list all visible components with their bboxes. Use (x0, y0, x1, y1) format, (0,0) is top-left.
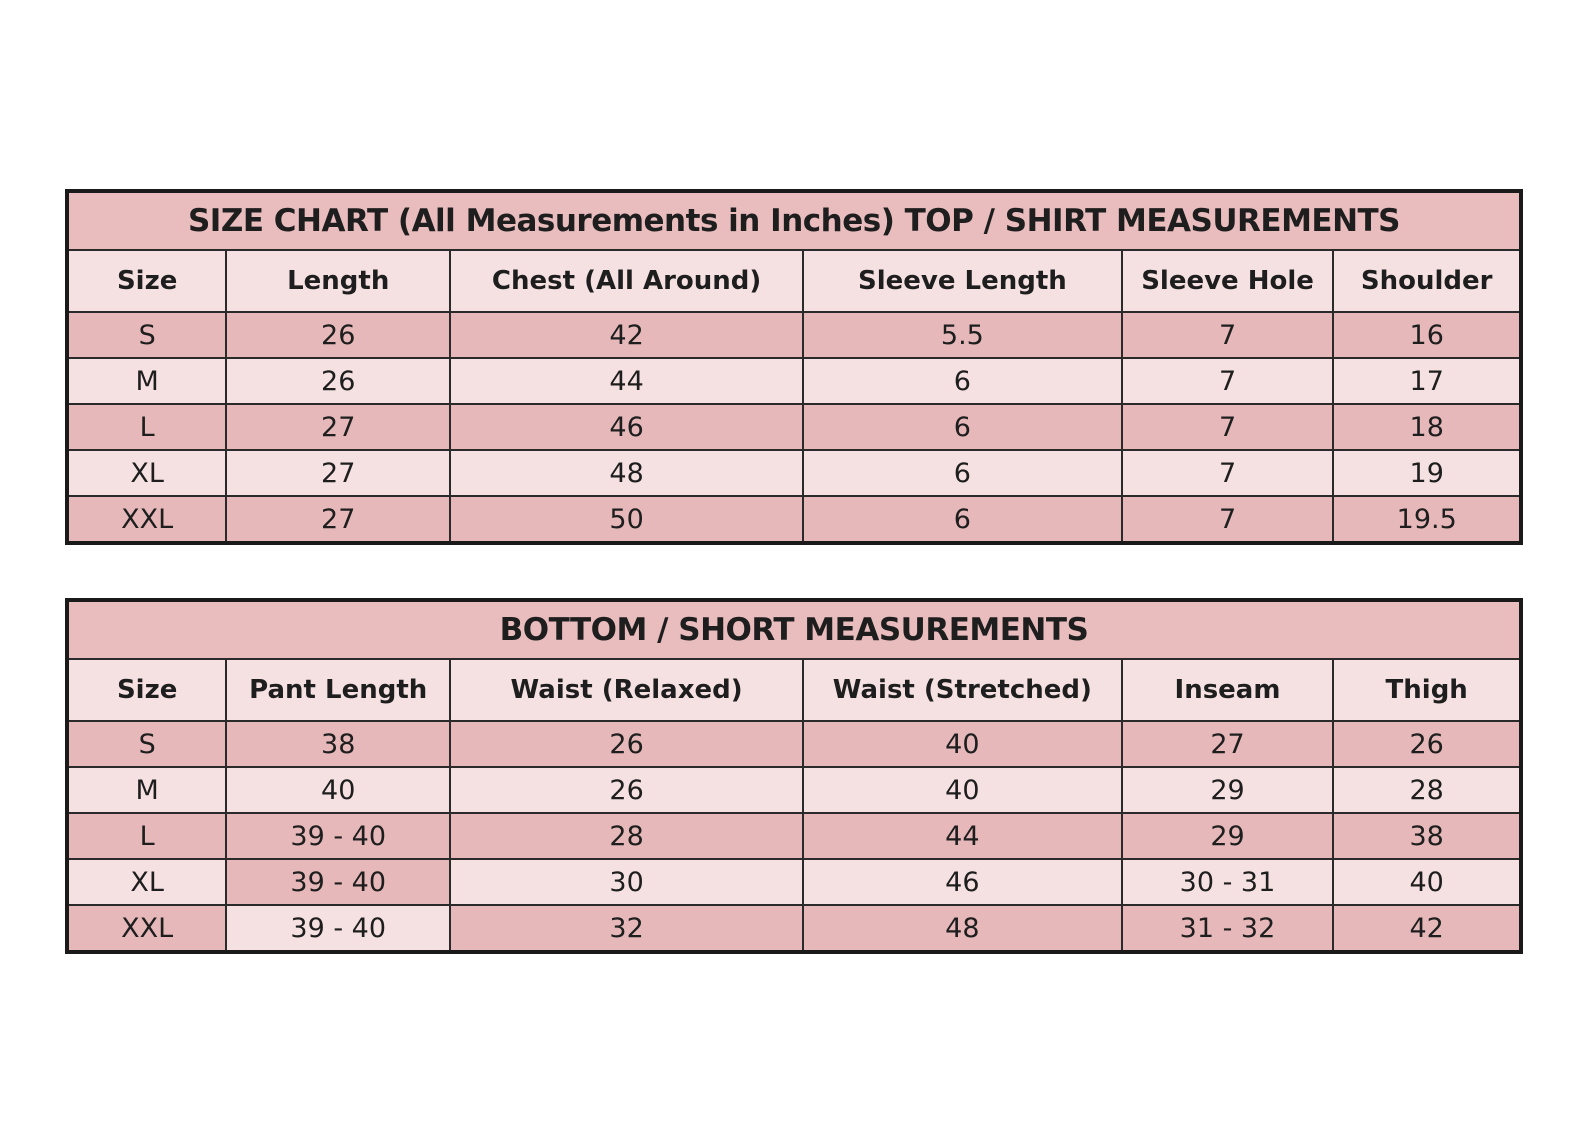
table-cell: L (67, 813, 226, 859)
table-cell: 44 (803, 813, 1122, 859)
column-header-chest: Chest (All Around) (450, 250, 803, 312)
table-cell: 28 (450, 813, 803, 859)
table-cell: 7 (1122, 450, 1334, 496)
table-cell: 26 (226, 312, 450, 358)
table-cell: 40 (803, 767, 1122, 813)
table-row (67, 813, 1521, 859)
table-cell: 48 (803, 905, 1122, 952)
table-row (67, 450, 1521, 496)
table-cell: 38 (226, 721, 450, 767)
table-cell: 42 (1333, 905, 1521, 952)
table-row (67, 859, 1521, 905)
table-cell: 46 (450, 404, 803, 450)
table-row (67, 496, 1521, 543)
table-cell: 38 (1333, 813, 1521, 859)
table-cell: 18 (1333, 404, 1521, 450)
column-header-size: Size (67, 659, 226, 721)
table-cell: 27 (226, 496, 450, 543)
table-cell: 6 (803, 404, 1122, 450)
table-header-row (67, 250, 1521, 312)
table-row (67, 767, 1521, 813)
table-row (67, 404, 1521, 450)
table-cell: XXL (67, 905, 226, 952)
table-row (67, 905, 1521, 952)
table-cell: M (67, 767, 226, 813)
table-cell: 17 (1333, 358, 1521, 404)
table-cell: L (67, 404, 226, 450)
column-header-length: Length (226, 250, 450, 312)
table-cell: 40 (226, 767, 450, 813)
table-title-row (67, 191, 1521, 250)
table-header-row (67, 659, 1521, 721)
table-cell: 46 (803, 859, 1122, 905)
table-row (67, 312, 1521, 358)
table-cell: 6 (803, 358, 1122, 404)
table-cell: 16 (1333, 312, 1521, 358)
column-header-inseam: Inseam (1122, 659, 1334, 721)
table-cell: 19 (1333, 450, 1521, 496)
table-cell: XL (67, 450, 226, 496)
table-row (67, 358, 1521, 404)
bottom-short-size-table (65, 598, 1523, 954)
table-cell: 6 (803, 496, 1122, 543)
table-cell: 6 (803, 450, 1122, 496)
table-cell: 5.5 (803, 312, 1122, 358)
table-cell: 31 - 32 (1122, 905, 1334, 952)
table-cell: 39 - 40 (226, 905, 450, 952)
table-cell: 26 (226, 358, 450, 404)
table-cell: 39 - 40 (226, 859, 450, 905)
table-cell: 27 (226, 404, 450, 450)
table-cell: S (67, 312, 226, 358)
table-cell: 7 (1122, 358, 1334, 404)
table-cell: 19.5 (1333, 496, 1521, 543)
table-cell: 27 (226, 450, 450, 496)
table-cell: 42 (450, 312, 803, 358)
table-cell: 7 (1122, 404, 1334, 450)
column-header-pant-length: Pant Length (226, 659, 450, 721)
table-cell: 40 (803, 721, 1122, 767)
top-table-title: SIZE CHART (All Measurements in Inches) TOP / SHIRT MEASUREMENTS (67, 191, 1521, 250)
table-cell: XL (67, 859, 226, 905)
table-cell: 26 (1333, 721, 1521, 767)
table-title-row (67, 600, 1521, 659)
table-cell: 7 (1122, 312, 1334, 358)
table-cell: M (67, 358, 226, 404)
table-cell: 39 - 40 (226, 813, 450, 859)
column-header-sleeve-hole: Sleeve Hole (1122, 250, 1334, 312)
table-cell: 29 (1122, 813, 1334, 859)
table-cell: 48 (450, 450, 803, 496)
column-header-sleeve-length: Sleeve Length (803, 250, 1122, 312)
table-cell: 30 (450, 859, 803, 905)
column-header-size: Size (67, 250, 226, 312)
table-row (67, 721, 1521, 767)
bottom-table-title: BOTTOM / SHORT MEASUREMENTS (67, 600, 1521, 659)
table-cell: 28 (1333, 767, 1521, 813)
table-cell: 7 (1122, 496, 1334, 543)
table-cell: 30 - 31 (1122, 859, 1334, 905)
table-cell: XXL (67, 496, 226, 543)
table-cell: 32 (450, 905, 803, 952)
table-cell: 29 (1122, 767, 1334, 813)
column-header-thigh: Thigh (1333, 659, 1521, 721)
table-cell: S (67, 721, 226, 767)
table-cell: 26 (450, 767, 803, 813)
table-cell: 26 (450, 721, 803, 767)
top-shirt-size-table (65, 189, 1523, 545)
table-cell: 44 (450, 358, 803, 404)
column-header-waist-relaxed: Waist (Relaxed) (450, 659, 803, 721)
column-header-waist-stretched: Waist (Stretched) (803, 659, 1122, 721)
table-cell: 40 (1333, 859, 1521, 905)
column-header-shoulder: Shoulder (1333, 250, 1521, 312)
table-cell: 27 (1122, 721, 1334, 767)
table-cell: 50 (450, 496, 803, 543)
